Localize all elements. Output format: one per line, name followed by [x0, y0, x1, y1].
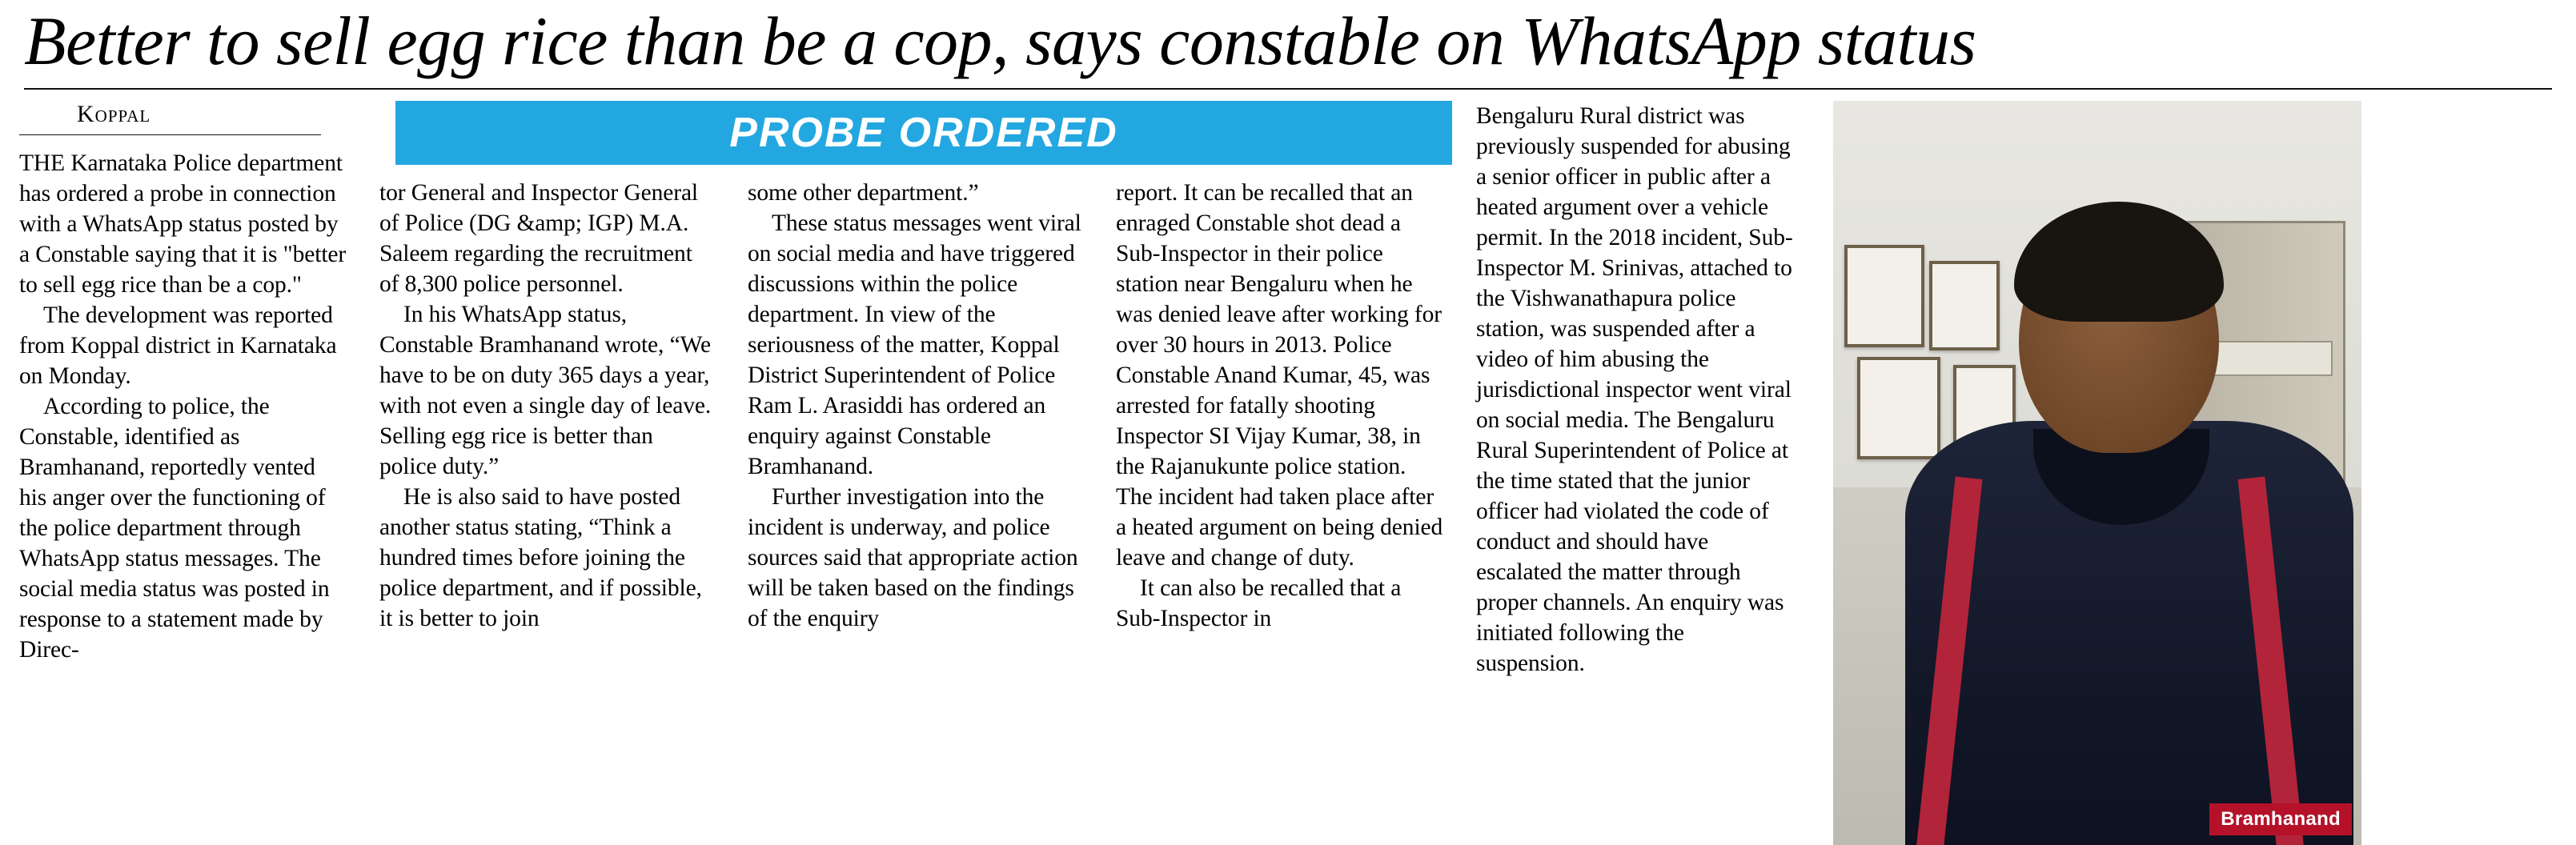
wall-frame — [1929, 261, 2000, 350]
paragraph: He is also said to have posted another status stating, “Think a hundred times before joining the police department, and if possible, it is better to join — [379, 483, 702, 631]
article-column-4 — [1116, 101, 1476, 634]
photo-image — [1833, 101, 2361, 845]
paragraph: In his WhatsApp status, Constable Bramhanand wrote, “We have to be on duty 365 days a year, with not even a single day of leave. Selling egg rice is better than police duty.” — [379, 301, 712, 479]
paragraph: It can also be recalled that a Sub-Inspector in — [1116, 575, 1402, 631]
dateline-divider — [19, 134, 321, 135]
paragraph: According to police, the Constable, identified as Bramhanand, reportedly vented his anger over the functioning of the police department through WhatsApp status messages. The social media status was posted in response to a statement made by Direc- — [19, 393, 330, 663]
wall-frame — [1844, 245, 1924, 347]
article-body — [19, 101, 2557, 845]
article-column-3 — [748, 101, 1116, 634]
door-sign — [2201, 341, 2333, 376]
paragraph: some other department.” — [748, 179, 979, 206]
article-column-1 — [19, 101, 379, 665]
paragraph: THE Karnataka Police department has ordered a probe in connection with a WhatsApp status posted by a Constable saying that it is "better to sell egg rice than be a cop." — [19, 150, 347, 298]
paragraph: report. It can be recalled that an enraged Constable shot dead a Sub-Inspector in their police station near Bengaluru when he was denied leave after working for over 30 hours in 2013. Police Constable Anand Kumar, 45, was arrested for fatally shooting Inspector SI Vijay Kumar, 38, in the Rajanukunte police station. The incident had taken place after a heated argument on being denied leave and change of duty. — [1116, 179, 1443, 571]
banner-label: PROBE ORDERED — [729, 109, 1118, 156]
wall-frame — [1857, 357, 1940, 459]
probe-ordered-banner — [395, 101, 1452, 165]
paragraph: tor General and Inspector General of Police (DG &amp; IGP) M.A. Saleem regarding the recruitment of 8,300 police personnel. — [379, 179, 699, 297]
paragraph: Further investigation into the incident is underway, and police sources said that appropriate action will be taken based on the findings of the enquiry — [748, 483, 1078, 631]
page-title: Better to sell egg rice than be a cop, says constable on WhatsApp status — [24, 2, 1976, 79]
paragraph: Bengaluru Rural district was previously suspended for abusing a senior officer in public after a heated argument over a vehicle permit. In the 2018 incident, Sub-Inspector M. Srinivas, attached to the Vishwanathapura police station, was suspended after a video of him abusing the jurisdictional inspector went viral on social media. The Bengaluru Rural Superintendent of Police at the time stated that the junior officer had violated the code of conduct and should have escalated the matter through proper channels. An enquiry was initiated following the suspension. — [1476, 102, 1793, 676]
article-column-2 — [379, 101, 748, 634]
dateline: Koppal — [77, 100, 151, 127]
photo-caption: Bramhanand — [2209, 803, 2352, 835]
paragraph: These status messages went viral on social media and have triggered discussions within the police department. In view of the seriousness of the matter, Koppal District Superintendent of Police Ram L. Arasiddi has ordered an enquiry against Constable Bramhanand. — [748, 210, 1081, 479]
article-photo — [1833, 101, 2361, 845]
article-column-5 — [1476, 101, 1828, 679]
headline-divider — [24, 88, 2552, 90]
paragraph: The development was reported from Koppal district in Karnataka on Monday. — [19, 302, 337, 389]
